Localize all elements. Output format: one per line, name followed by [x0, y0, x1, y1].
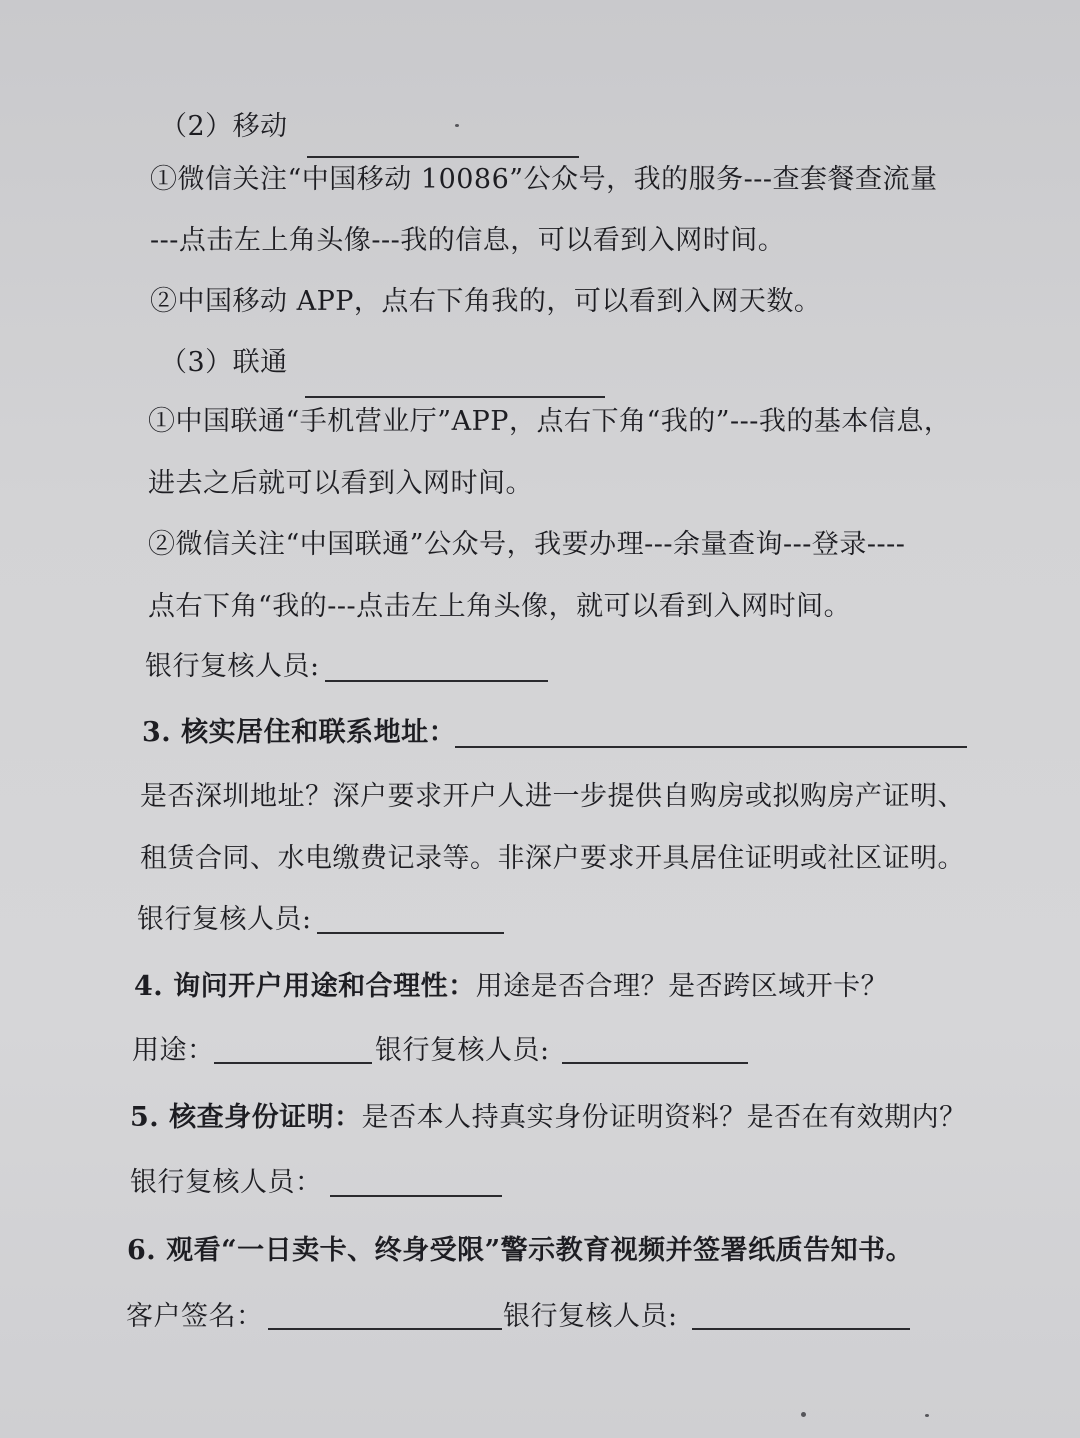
step-6-title: 6. 观看“一日卖卡、终身受限”警示教育视频并签署纸质告知书。: [127, 1235, 914, 1266]
step-4-reviewer-blank[interactable]: [562, 1062, 748, 1064]
step-6-signature-label: 客户签名：: [126, 1301, 264, 1332]
step-4-purpose-label: 用途：: [132, 1035, 215, 1066]
section-3-heading: （3）联通: [160, 347, 288, 378]
section-3-reviewer-blank[interactable]: [325, 680, 548, 682]
step-5-title: 5. 核查身份证明：: [130, 1102, 362, 1133]
step-3-line-2: 租赁合同、水电缴费记录等。非深户要求开具居住证明或社区证明。: [140, 843, 965, 874]
section-2-item-2: ②中国移动 APP，点右下角我的，可以看到入网天数。: [150, 286, 822, 317]
step-4-purpose-blank[interactable]: [214, 1062, 372, 1064]
section-2-underline: [307, 156, 579, 158]
section-3-item-1-line-1: ①中国联通“手机营业厅”APP，点右下角“我的”---我的基本信息，: [148, 406, 952, 437]
section-2-heading: （2）移动: [160, 111, 288, 142]
section-2-item-1-line-1: ①微信关注“中国移动 10086”公众号，我的服务---查套餐查流量: [150, 164, 938, 195]
step-4-reviewer-label: 银行复核人员:: [375, 1035, 550, 1066]
ink-speck: [455, 124, 459, 127]
step-3-title: 3. 核实居住和联系地址：: [142, 717, 457, 748]
step-6-reviewer-blank[interactable]: [692, 1328, 910, 1330]
section-3-item-2-line-1: ②微信关注“中国联通”公众号，我要办理---余量查询---登录----: [148, 529, 906, 560]
step-3-reviewer-blank[interactable]: [317, 932, 504, 934]
step-6-reviewer-label: 银行复核人员:: [503, 1301, 678, 1332]
step-3-reviewer-label: 银行复核人员:: [137, 904, 312, 935]
step-6-signature-blank[interactable]: [268, 1328, 502, 1330]
step-5-question: 是否本人持真实身份证明资料？是否在有效期内？: [361, 1102, 967, 1133]
step-5-reviewer-blank[interactable]: [330, 1195, 502, 1197]
step-4-title: 4. 询问开户用途和合理性：: [134, 971, 476, 1002]
step-5-reviewer-label: 银行复核人员：: [130, 1167, 323, 1198]
step-3-address-blank[interactable]: [455, 746, 967, 748]
step-4-question: 用途是否合理？是否跨区域开卡？: [475, 971, 889, 1002]
section-3-underline: [305, 396, 605, 398]
section-3-reviewer-label: 银行复核人员:: [145, 651, 320, 682]
ink-speck: [925, 1414, 929, 1417]
ink-speck: [801, 1412, 806, 1417]
section-3-item-2-line-2: 点右下角“我的---点击左上角头像，就可以看到入网时间。: [148, 591, 852, 622]
step-3-line-1: 是否深圳地址？深户要求开户人进一步提供自购房或拟购房产证明、: [140, 781, 965, 812]
section-2-item-1-line-2: ---点击左上角头像---我的信息，可以看到入网时间。: [150, 225, 786, 256]
section-3-item-1-line-2: 进去之后就可以看到入网时间。: [148, 468, 533, 499]
